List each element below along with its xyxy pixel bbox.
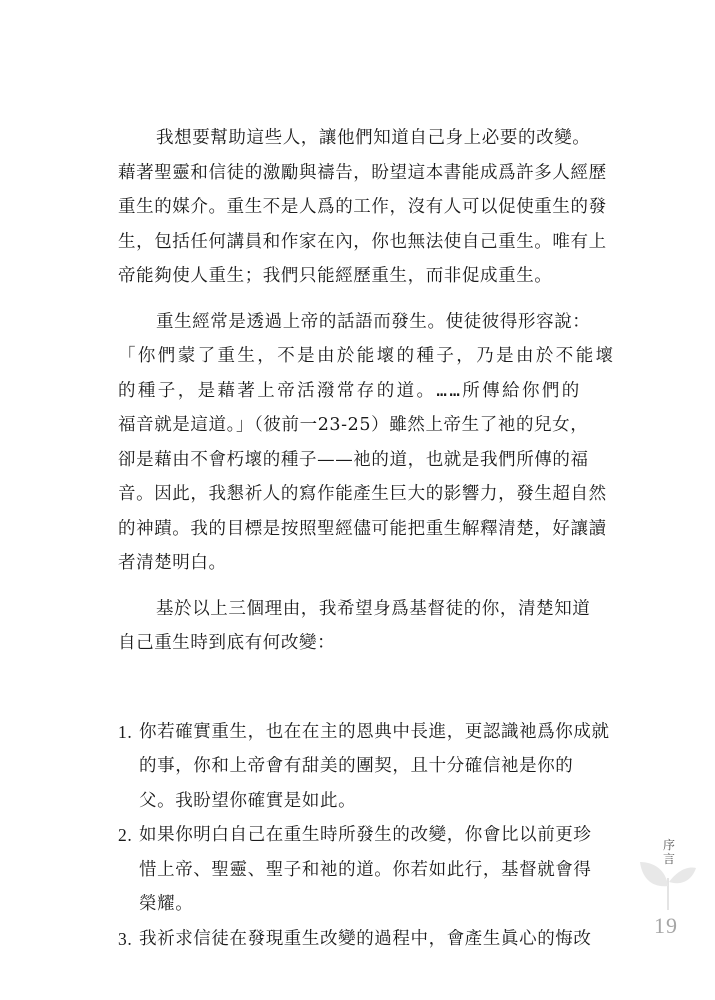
text-line: 卻是藉由不會朽壞的種子——祂的道，也就是我們所傳的福: [118, 449, 589, 470]
text-line: 我祈求信徒在發現重生改變的過程中，會產生眞心的悔改: [139, 928, 592, 949]
chapter-label-char: 言: [662, 852, 675, 866]
text-line: 如果你明白自己在重生時所發生的改變，你會比以前更珍: [139, 825, 592, 845]
list-number: 3.: [118, 928, 133, 949]
list-item: [118, 922, 604, 957]
text-line: 的事，你和上帝會有甜美的團契，且十分確信祂是你的: [139, 756, 574, 776]
text-line: 帝能夠使人重生；我們只能經歷重生，而非促成重生。: [118, 266, 553, 286]
text-line: 生，包括任何講員和作家在內，你也無法使自己重生。唯有上: [118, 231, 607, 252]
leaf-icon: [638, 848, 698, 918]
text-line: 者清楚明白。: [118, 553, 227, 573]
list-number: 2.: [118, 825, 133, 845]
text-line: 重生的媒介。重生不是人爲的工作，沒有人可以促使重生的發: [118, 197, 607, 217]
text-line: 榮耀。: [139, 894, 194, 914]
list-number: 1.: [118, 721, 133, 742]
text-line: 惜上帝、聖靈、聖子和祂的道。你若如此行，基督就會得: [139, 859, 592, 880]
text-line: 我想要幫助這些人，讓他們知道自己身上必要的改變。: [156, 128, 591, 148]
text-line: 你若確實重生，也在在主的恩典中長進，更認識祂爲你成就: [139, 721, 610, 742]
text-line: 的神蹟。我的目標是按照聖經儘可能把重生解釋清楚，好讓讀: [118, 518, 607, 539]
paragraph-3: [118, 592, 604, 661]
text-line: 福音就是這道。」（彼前一23-25）雖然上帝生了祂的兒女，: [118, 415, 589, 435]
quote-line: 「你們蒙了重生，不是由於能壞的種子，乃是由於不能壞: [118, 346, 616, 366]
text-line: 重生經常是透過上帝的話語而發生。使徒彼得形容說：: [156, 311, 591, 332]
numbered-list: [118, 715, 610, 957]
text-line: 父。我盼望你確實是如此。: [139, 790, 357, 811]
text-line: 基於以上三個理由，我希望身爲基督徒的你，清楚知道: [156, 598, 591, 619]
body-text: [118, 121, 616, 956]
list-item: [118, 818, 604, 922]
text-line: 藉著聖靈和信徒的激勵與禱告，盼望這本書能成爲許多人經歷: [118, 162, 607, 183]
text-line: 音。因此，我懇祈人的寫作能產生巨大的影響力，發生超自然: [118, 484, 607, 504]
text-line: 自己重生時到底有何改變：: [118, 633, 336, 653]
paragraph-1: [118, 121, 607, 294]
quote-line: 的種子，是藉著上帝活潑常存的道。……所傳給你們的: [118, 380, 582, 401]
list-item: [118, 715, 610, 819]
chapter-label-char: 序: [662, 838, 675, 852]
paragraph-2: [118, 305, 616, 581]
page-number: 19: [654, 913, 678, 938]
